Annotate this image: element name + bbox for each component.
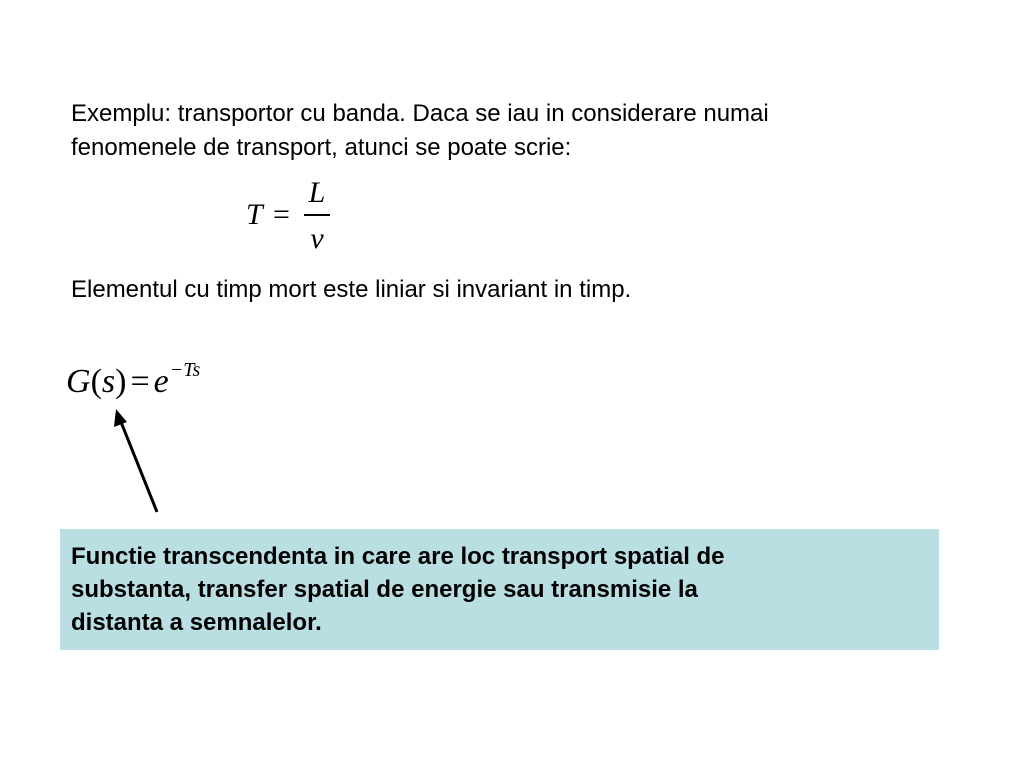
formula-g-arg: s	[101, 363, 116, 400]
callout-line-2: substanta, transfer spatial de energie sau transmisie la	[71, 576, 698, 603]
callout-line-1: Functie transcendenta in care are loc transport spatial de	[71, 543, 725, 570]
formula-t-numerator: L	[308, 176, 326, 209]
transfer-function-formula	[66, 360, 199, 410]
formula-t-fraction	[304, 176, 330, 256]
formula-g-equals: =	[130, 363, 150, 400]
formula-g-base: e	[153, 363, 169, 400]
statement-paragraph: Elementul cu timp mort este liniar si invariant in timp.	[71, 276, 632, 303]
formula-t-denominator: v	[310, 222, 324, 255]
formula-g-func: G	[66, 363, 91, 400]
formula-t-lhs: T	[246, 198, 263, 231]
intro-paragraph	[71, 97, 769, 165]
intro-line-2: fenomenele de transport, atunci se poate scrie:	[71, 134, 572, 161]
intro-line-1: Exemplu: transportor cu banda. Daca se iau in considerare numai	[71, 100, 769, 127]
transport-delay-formula	[246, 176, 336, 256]
definition-callout	[60, 529, 939, 650]
fraction-bar	[304, 214, 330, 216]
formula-g-close-paren: )	[115, 363, 127, 400]
formula-t-equals: =	[273, 198, 290, 231]
formula-g-open-paren: (	[90, 363, 102, 400]
formula-g-exponent: −Ts	[169, 359, 201, 381]
callout-line-3: distanta a semnalelor.	[71, 609, 322, 636]
